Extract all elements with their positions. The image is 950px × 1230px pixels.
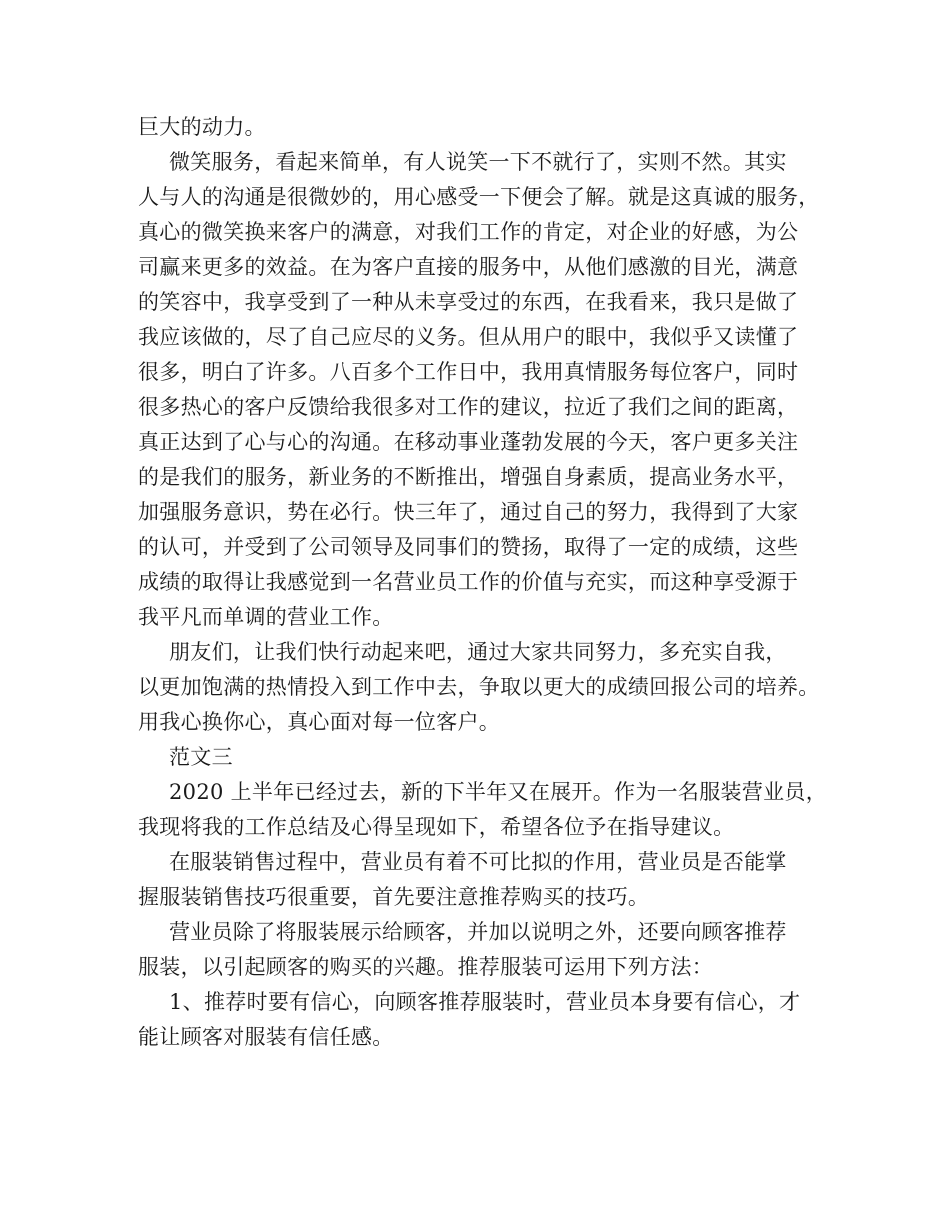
text-line: 服装，以引起顾客的购买的兴趣。推荐服装可运用下列方法： [138, 955, 714, 979]
text-line: 朋友们，让我们快行动起来吧，通过大家共同努力，多充实自我， [169, 640, 787, 664]
text-line: 很多热心的客户反馈给我很多对工作的建议，拉近了我们之间的距离， [138, 395, 799, 419]
text-line: 1、推荐时要有信心，向顾客推荐服装时，营业员本身要有信心，才 [169, 990, 801, 1014]
text-line: 的认可，并受到了公司领导及同事们的赞扬，取得了一定的成绩，这些 [138, 535, 799, 559]
text-line: 人与人的沟通是很微妙的，用心感受一下便会了解。就是这真诚的服务， [138, 185, 820, 209]
text-line: 我现将我的工作总结及心得呈现如下，希望各位予在指导建议。 [138, 815, 735, 839]
text-line: 巨大的动力。 [138, 115, 266, 139]
text-line: 加强服务意识，势在必行。快三年了，通过自己的努力，我得到了大家 [138, 500, 799, 524]
text-line: 以更加饱满的热情投入到工作中去，争取以更大的成绩回报公司的培养。 [138, 675, 820, 699]
text-line: 能让顾客对服装有信任感。 [138, 1025, 394, 1049]
text-line: 握服装销售技巧很重要，首先要注意推荐购买的技巧。 [138, 885, 650, 909]
text-line: 用我心换你心，真心面对每一位客户。 [138, 710, 501, 734]
text-line: 2020 上半年已经过去，新的下半年又在展开。作为一名服装营业员， [169, 780, 828, 804]
text-line: 很多，明白了许多。八百多个工作日中，我用真情服务每位客户，同时 [138, 360, 799, 384]
text-line: 真心的微笑换来客户的满意，对我们工作的肯定，对企业的好感，为公 [138, 220, 799, 244]
text-line: 我平凡而单调的营业工作。 [138, 605, 394, 629]
text-line: 营业员除了将服装展示给顾客，并加以说明之外，还要向顾客推荐 [169, 920, 787, 944]
text-line: 在服装销售过程中，营业员有着不可比拟的作用，营业员是否能掌 [169, 850, 787, 874]
text-line: 我应该做的，尽了自己应尽的义务。但从用户的眼中，我似乎又读懂了 [138, 325, 799, 349]
text-line: 范文三 [169, 745, 233, 769]
text-line: 司赢来更多的效益。在为客户直接的服务中，从他们感激的目光，满意 [138, 255, 799, 279]
text-line: 微笑服务，看起来简单，有人说笑一下不就行了，实则不然。其实 [169, 150, 787, 174]
document-body [138, 110, 828, 1055]
text-line: 的是我们的服务，新业务的不断推出，增强自身素质，提高业务水平， [138, 465, 799, 489]
text-line: 真正达到了心与心的沟通。在移动事业蓬勃发展的今天，客户更多关注 [138, 430, 799, 454]
text-line: 成绩的取得让我感觉到一名营业员工作的价值与充实，而这种享受源于 [138, 570, 799, 594]
text-line: 的笑容中，我享受到了一种从未享受过的东西，在我看来，我只是做了 [138, 290, 799, 314]
